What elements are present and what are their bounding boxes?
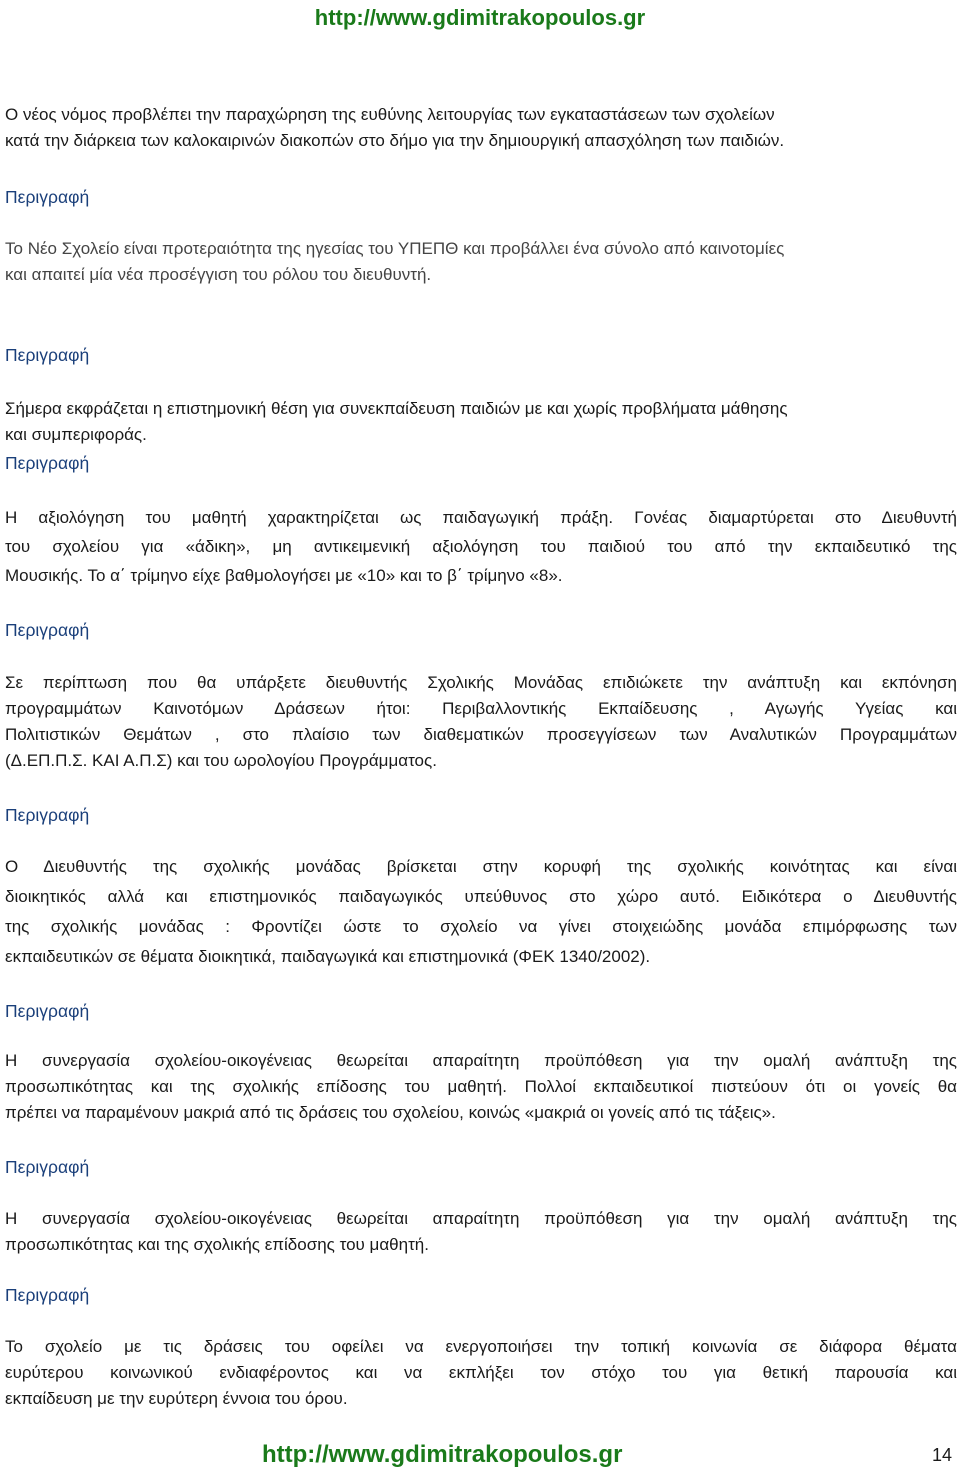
section-heading: Περιγραφή — [5, 805, 90, 825]
section-paragraph — [5, 1048, 957, 1126]
header-url[interactable]: http://www.gdimitrakopoulos.gr — [314, 5, 646, 30]
text-line: κατά την διάρκεια των καλοκαιρινών διακοπών στο δήμο για την δημιουργική απασχόληση των παιδιών. — [5, 131, 785, 150]
section-paragraph — [5, 503, 957, 590]
text-line: προγραμμάτων Καινοτόμων Δράσεων ήτοι: Περιβαλλοντικής Εκπαίδευσης , Αγωγής Υγείας και — [5, 699, 957, 718]
text-line: και απαιτεί μία νέα προσέγγιση του ρόλου του διευθυντή. — [5, 265, 432, 284]
text-line: Μουσικής. Το α΄ τρίμηνο είχε βαθμολογήσει με «10» και το β΄ τρίμηνο «8». — [5, 566, 563, 585]
text-line: (Δ.ΕΠ.Π.Σ. ΚΑΙ Α.Π.Σ) και του ωρολογίου Προγράμματος. — [5, 751, 437, 770]
text-line: Το σχολείο με τις δράσεις του οφείλει να ενεργοποιήσει την τοπική κοινωνία σε διάφορα θέματα — [5, 1337, 957, 1356]
text-line: Η συνεργασία σχολείου-οικογένειας θεωρείται απαραίτητη προϋπόθεση για την ομαλή ανάπτυξη της — [5, 1051, 957, 1070]
section-heading: Περιγραφή — [5, 453, 90, 473]
text-line: Η συνεργασία σχολείου-οικογένειας θεωρείται απαραίτητη προϋπόθεση για την ομαλή ανάπτυξη της — [5, 1209, 957, 1228]
text-line: διοικητικός αλλά και επιστημονικός παιδαγωγικός υπεύθυνος στο χώρο αυτό. Ειδικότερα ο Διευθυντής — [5, 887, 957, 906]
text-line: προσωπικότητας και της σχολικής επίδοσης του μαθητή. Πολλοί εκπαιδευτικοί πιστεύουν ότι οι γονείς θα — [5, 1077, 957, 1096]
text-line: της σχολικής μονάδας : Φροντίζει ώστε το σχολείο να γίνει στοιχειώδης μονάδα επιμόρφωσης των — [5, 917, 957, 936]
footer-url[interactable]: http://www.gdimitrakopoulos.gr — [262, 1441, 623, 1468]
section-paragraph — [5, 670, 957, 774]
section-heading: Περιγραφή — [5, 1285, 90, 1305]
text-line: και συμπεριφοράς. — [5, 425, 147, 444]
section-paragraph — [5, 236, 957, 288]
text-line: πρέπει να παραμένουν μακριά από τις δράσεις του σχολείου, κοινώς «μακριά οι γονείς από τις τάξεις». — [5, 1103, 776, 1122]
section-heading: Περιγραφή — [5, 620, 90, 640]
text-line: ευρύτερου κοινωνικού ενδιαφέροντος και να εκπλήξει τον στόχο του για θετική παρουσία και — [5, 1363, 957, 1382]
text-line: προσωπικότητας και της σχολικής επίδοσης του μαθητή. — [5, 1235, 429, 1254]
page-number: 14 — [932, 1445, 953, 1465]
section-paragraph — [5, 1334, 957, 1412]
text-line: Το Νέο Σχολείο είναι προτεραιότητα της ηγεσίας του ΥΠΕΠΘ και προβάλλει ένα σύνολο από καινοτομίες — [5, 239, 785, 258]
text-line: Πολιτιστικών Θεμάτων , στο πλαίσιο των διαθεματικών προσεγγίσεων των Αναλυτικών Προγραμμάτων — [5, 725, 957, 744]
section-heading: Περιγραφή — [5, 1157, 90, 1177]
section-heading: Περιγραφή — [5, 1001, 90, 1021]
section-heading: Περιγραφή — [5, 345, 90, 365]
text-line: Ο νέος νόμος προβλέπει την παραχώρηση της ευθύνης λειτουργίας των εγκαταστάσεων των σχολείων — [5, 105, 775, 124]
text-line: Σήμερα εκφράζεται η επιστημονική θέση για συνεκπαίδευση παιδιών με και χωρίς προβλήματα μάθησης — [5, 399, 788, 418]
text-line: Ο Διευθυντής της σχολικής μονάδας βρίσκεται στην κορυφή της σχολικής κοινότητας και είναι — [5, 857, 957, 876]
text-line: Σε περίπτωση που θα υπάρξετε διευθυντής Σχολικής Μονάδας επιδιώκετε την ανάπτυξη και εκπόνηση — [5, 673, 957, 692]
intro-paragraph — [5, 102, 957, 154]
section-heading: Περιγραφή — [5, 187, 90, 207]
text-line: εκπαιδευτικών σε θέματα διοικητικά, παιδαγωγικά και επιστημονικά (ΦΕΚ 1340/2002). — [5, 947, 651, 966]
text-line: εκπαίδευση με την ευρύτερη έννοια του όρου. — [5, 1389, 348, 1408]
text-line: του σχολείου για «άδικη», μη αντικειμενική αξιολόγηση του παιδιού του από την εκπαιδευτικό της — [5, 537, 957, 556]
text-line: Η αξιολόγηση του μαθητή χαρακτηρίζεται ως παιδαγωγική πράξη. Γονέας διαμαρτύρεται στο Διευθυντή — [5, 508, 957, 527]
section-paragraph — [5, 852, 957, 972]
section-paragraph — [5, 396, 957, 448]
section-paragraph — [5, 1206, 957, 1258]
